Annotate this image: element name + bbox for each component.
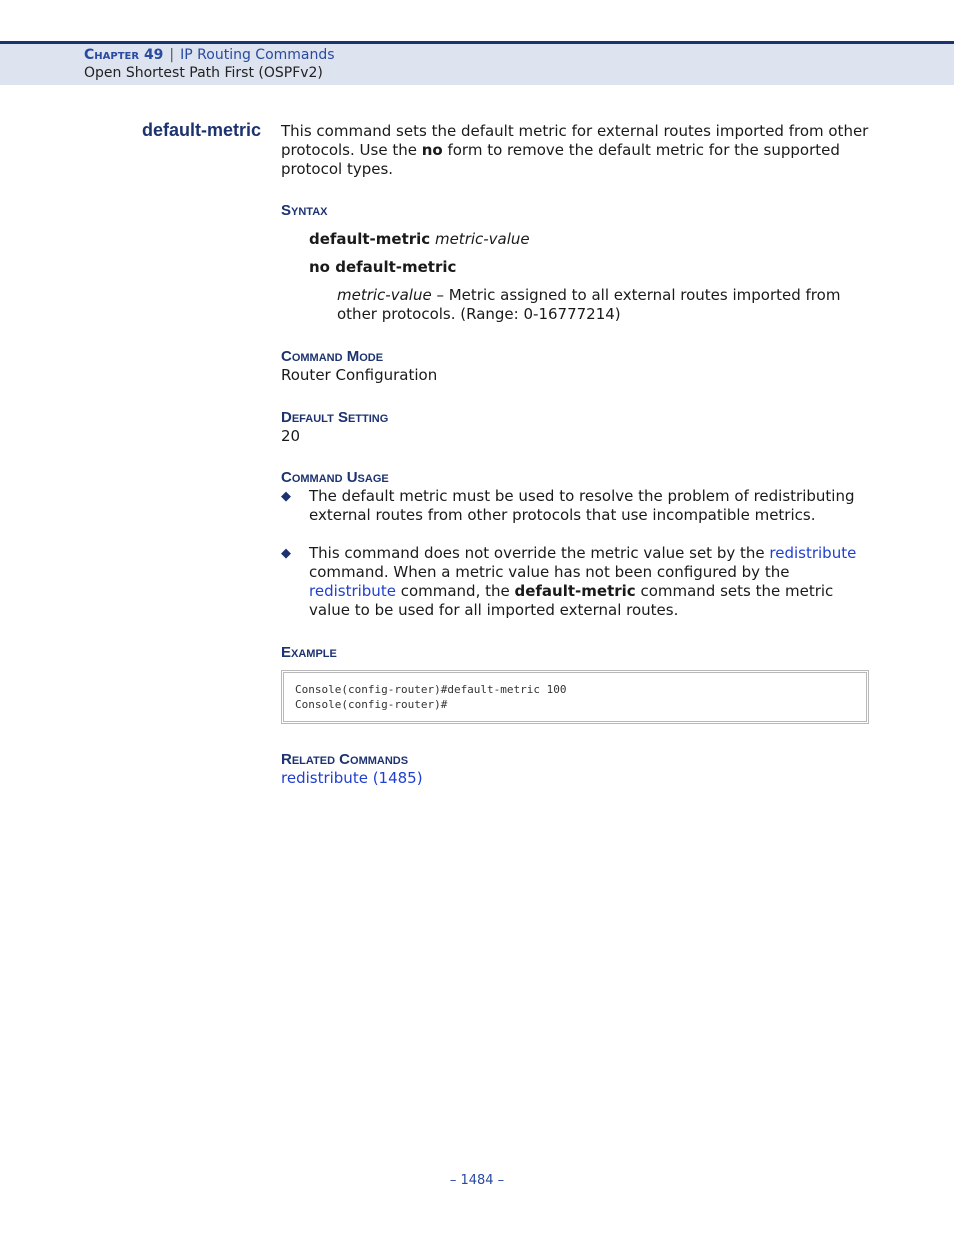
related-commands-heading: Related Commands (281, 751, 409, 768)
syntax-line-2: no default-metric (309, 258, 457, 276)
param-desc: – Metric assigned to all external routes imported from other protocols. (Range: 0-16777214) (337, 286, 841, 323)
usage-item-2-text-b: command. When a metric value has not been configured by the (309, 563, 790, 581)
usage-item-2-text-a: This command does not override the metric value set by the (309, 544, 770, 562)
code-line: Console(config-router)#default-metric 100 (295, 683, 567, 696)
desc-text-2: form to remove the default metric for the supported protocol types. (281, 141, 840, 178)
syntax-line-1 (309, 230, 871, 249)
default-setting-value: 20 (281, 427, 301, 445)
default-metric-keyword: default-metric (514, 582, 636, 600)
default-setting-heading: Default Setting (281, 409, 389, 426)
redistribute-link[interactable]: redistribute (769, 544, 857, 562)
syntax-arg: metric-value (434, 230, 530, 248)
redistribute-link[interactable]: redistribute (309, 582, 396, 600)
header-separator: | (169, 47, 175, 63)
chapter-label: Chapter 49 (84, 47, 164, 63)
desc-no-keyword: no (421, 141, 443, 159)
page-number: – 1484 – (449, 1173, 505, 1188)
chapter-title: IP Routing Commands (180, 47, 335, 63)
diamond-bullet-icon: ◆ (281, 546, 291, 561)
desc-text-1: This command sets the default metric for external routes imported from other protocols. Use the (281, 122, 869, 159)
page-header (0, 41, 954, 85)
diamond-bullet-icon: ◆ (281, 489, 291, 504)
code-line: Console(config-router)# (295, 698, 448, 711)
header-section: Open Shortest Path First (OSPFv2) (84, 65, 323, 81)
example-code-box (281, 670, 869, 724)
example-heading: Example (281, 644, 337, 661)
syntax-parameter (337, 286, 871, 324)
command-usage-heading: Command Usage (281, 469, 389, 486)
syntax-heading: Syntax (281, 202, 328, 219)
command-body (281, 122, 871, 788)
related-command-link[interactable]: redistribute (1485) (281, 769, 423, 787)
usage-item-2 (281, 544, 871, 620)
usage-item-2-text-d: command sets the metric value to be used for all imported external routes. (309, 582, 834, 619)
param-name: metric-value (337, 286, 432, 304)
syntax-cmd: default-metric (309, 230, 431, 248)
command-title: default-metric (142, 120, 262, 140)
usage-item-1-text: The default metric must be used to resolve the problem of redistributing external routes from other protocols that use incompatible metrics. (309, 487, 855, 524)
header-chapter-line (84, 47, 335, 63)
command-mode-heading: Command Mode (281, 348, 384, 365)
command-mode-value: Router Configuration (281, 366, 438, 384)
usage-item-2-text-c: command, the (395, 582, 515, 600)
usage-item-1 (281, 487, 871, 525)
command-description (281, 122, 871, 179)
